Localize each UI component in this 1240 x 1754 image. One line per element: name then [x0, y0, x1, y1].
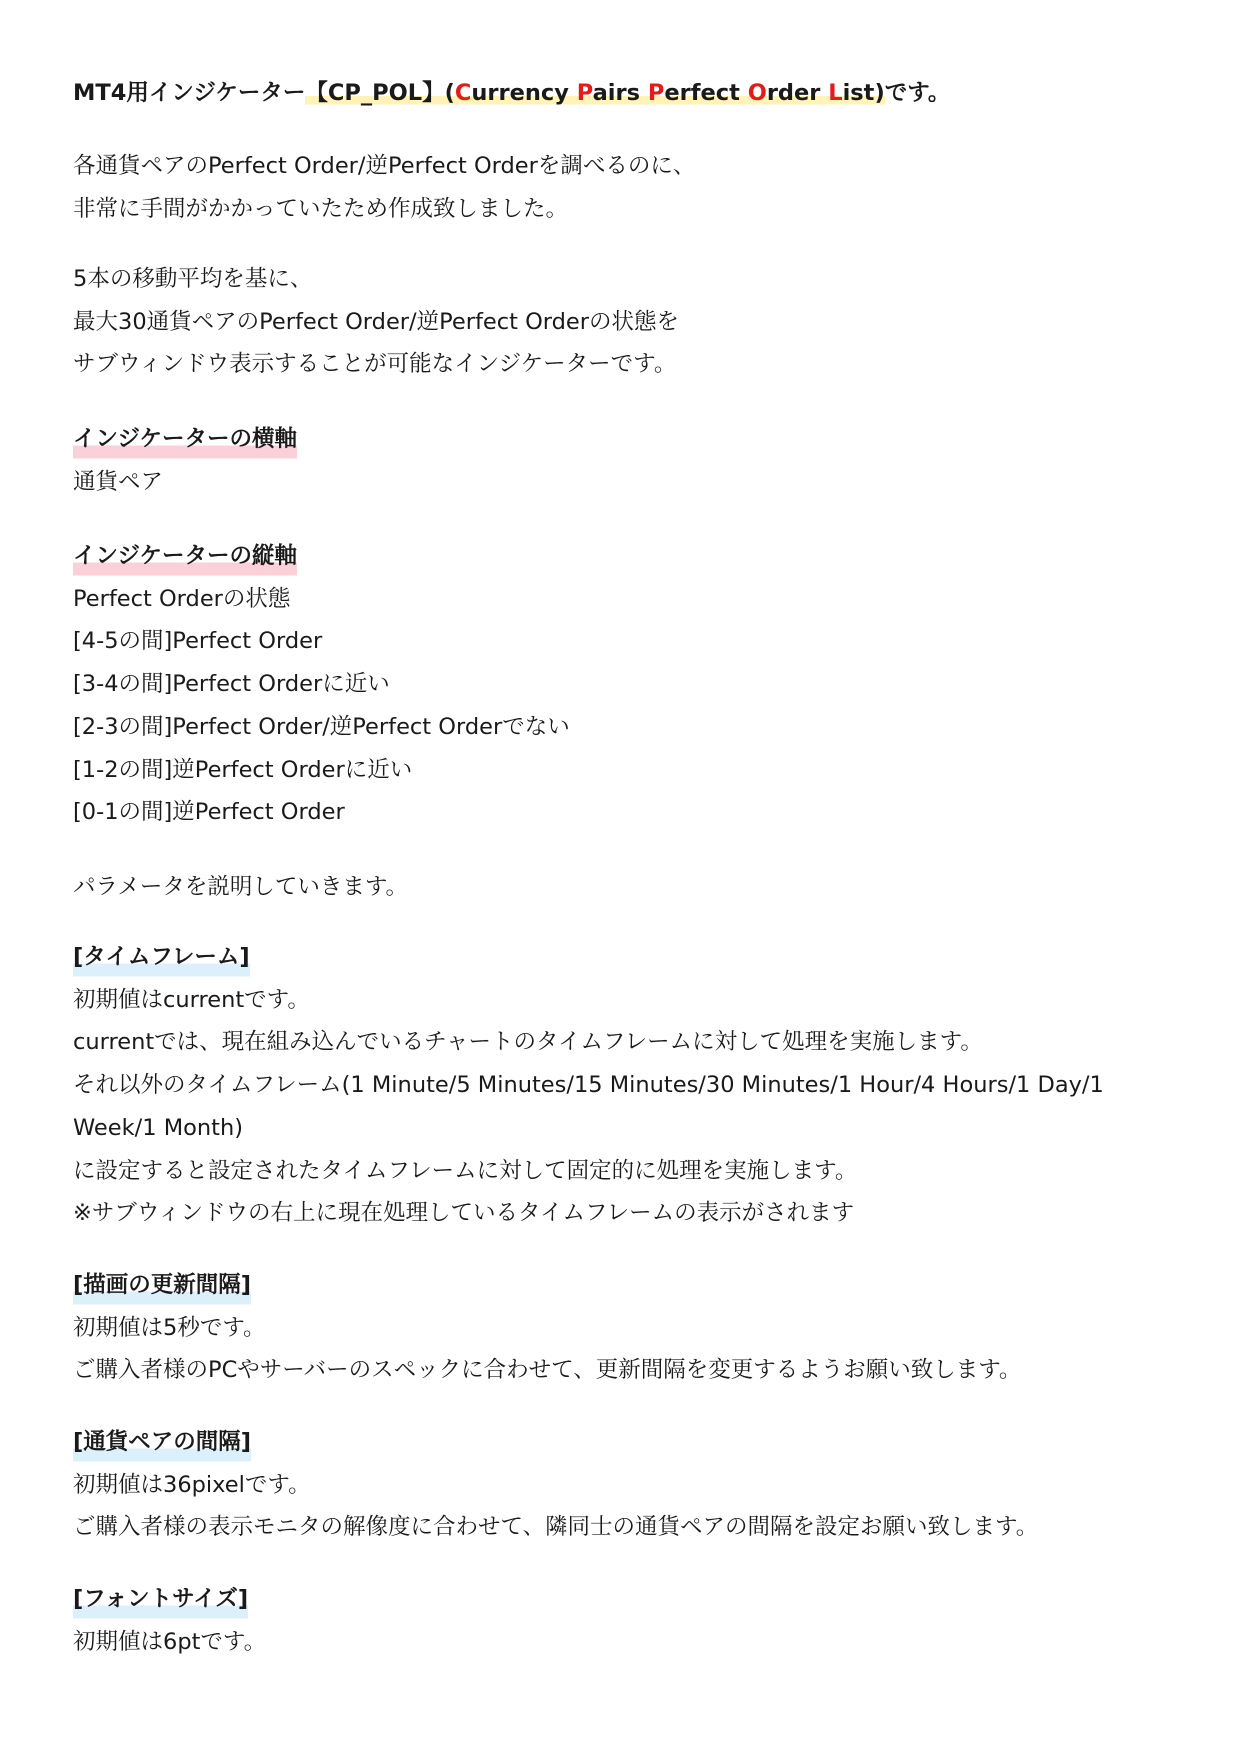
title-initial-l: L	[828, 80, 843, 106]
horizontal-axis-heading: インジケーターの横軸	[73, 418, 297, 461]
vertical-axis-line: Perfect Orderの状態	[73, 585, 291, 612]
vertical-axis-line: [3-4の間]Perfect Orderに近い	[73, 671, 390, 698]
param-line: 初期値は36pixelです。	[73, 1471, 311, 1498]
vertical-axis-line: [1-2の間]逆Perfect Orderに近い	[73, 756, 413, 783]
params-intro	[73, 866, 408, 909]
param-line: ご購入者様のPCやサーバーのスペックに合わせて、更新間隔を変更するようお願い致します。	[73, 1357, 1022, 1384]
title-word-airs: airs	[592, 80, 648, 106]
intro-line: 各通貨ペアのPerfect Order/逆Perfect Orderを調べるのに、	[73, 153, 696, 179]
param-refresh-section	[73, 1264, 1021, 1392]
document-title	[73, 72, 950, 114]
param-fontsize-section	[73, 1578, 266, 1663]
param-line: 初期値はcurrentです。	[73, 986, 310, 1013]
title-word-urrency: urrency	[471, 80, 577, 106]
title-initial-p1: P	[576, 80, 593, 106]
param-spacing-section	[73, 1421, 1038, 1549]
intro-paragraph	[73, 145, 695, 230]
param-line: Week/1 Month)	[73, 1114, 243, 1141]
title-initial-o: O	[747, 80, 767, 106]
param-timeframe-section	[73, 936, 1104, 1235]
description-line: 最大30通貨ペアのPerfect Order/逆Perfect Orderの状態を	[73, 308, 680, 335]
description-line: 5本の移動平均を基に、	[73, 266, 313, 292]
param-line: ※サブウィンドウの右上に現在処理しているタイムフレームの表示がされます	[73, 1200, 855, 1227]
param-spacing-heading: [通貨ペアの間隔]	[73, 1421, 251, 1464]
title-bracket: 【CP_POL】(	[305, 80, 455, 106]
horizontal-axis-section	[73, 418, 297, 503]
title-initial-p2: P	[647, 80, 665, 106]
intro-line: 非常に手間がかかっていたため作成致しました。	[73, 195, 569, 222]
param-line: 初期値は6ptです。	[73, 1628, 267, 1655]
vertical-axis-section	[73, 535, 570, 834]
param-refresh-heading: [描画の更新間隔]	[73, 1264, 251, 1307]
param-line: currentでは、現在組み込んでいるチャートのタイムフレームに対して処理を実施します。	[73, 1029, 983, 1056]
description-line: サブウィンドウ表示することが可能なインジケーターです。	[73, 351, 677, 378]
description-paragraph	[73, 258, 679, 386]
param-line: ご購入者様の表示モニタの解像度に合わせて、隣同士の通貨ペアの間隔を設定お願い致します。	[73, 1514, 1039, 1541]
horizontal-axis-text: 通貨ペア	[73, 468, 164, 495]
param-fontsize-heading: [フォントサイズ]	[73, 1578, 248, 1621]
title-initial-c: C	[454, 80, 472, 106]
title-suffix: です。	[884, 80, 951, 106]
title-word-erfect: erfect	[664, 80, 748, 106]
param-line: に設定すると設定されたタイムフレームに対して固定的に処理を実施します。	[73, 1157, 858, 1184]
title-word-ist: ist)	[842, 80, 885, 106]
param-timeframe-heading: [タイムフレーム]	[73, 936, 250, 979]
title-word-rder: rder	[766, 80, 829, 106]
params-intro-text: パラメータを説明していきます。	[73, 874, 409, 900]
title-prefix: MT4用インジケーター	[73, 80, 306, 106]
vertical-axis-line: [0-1の間]逆Perfect Order	[73, 799, 345, 826]
vertical-axis-heading: インジケーターの縦軸	[73, 535, 297, 578]
title-highlight	[305, 80, 884, 106]
param-line: 初期値は5秒です。	[73, 1314, 266, 1341]
param-line: それ以外のタイムフレーム(1 Minute/5 Minutes/15 Minutes/30 Minutes/1 Hour/4 Hours/1 Day/1	[73, 1072, 1104, 1099]
vertical-axis-line: [2-3の間]Perfect Order/逆Perfect Orderでない	[73, 713, 570, 740]
vertical-axis-line: [4-5の間]Perfect Order	[73, 628, 323, 655]
